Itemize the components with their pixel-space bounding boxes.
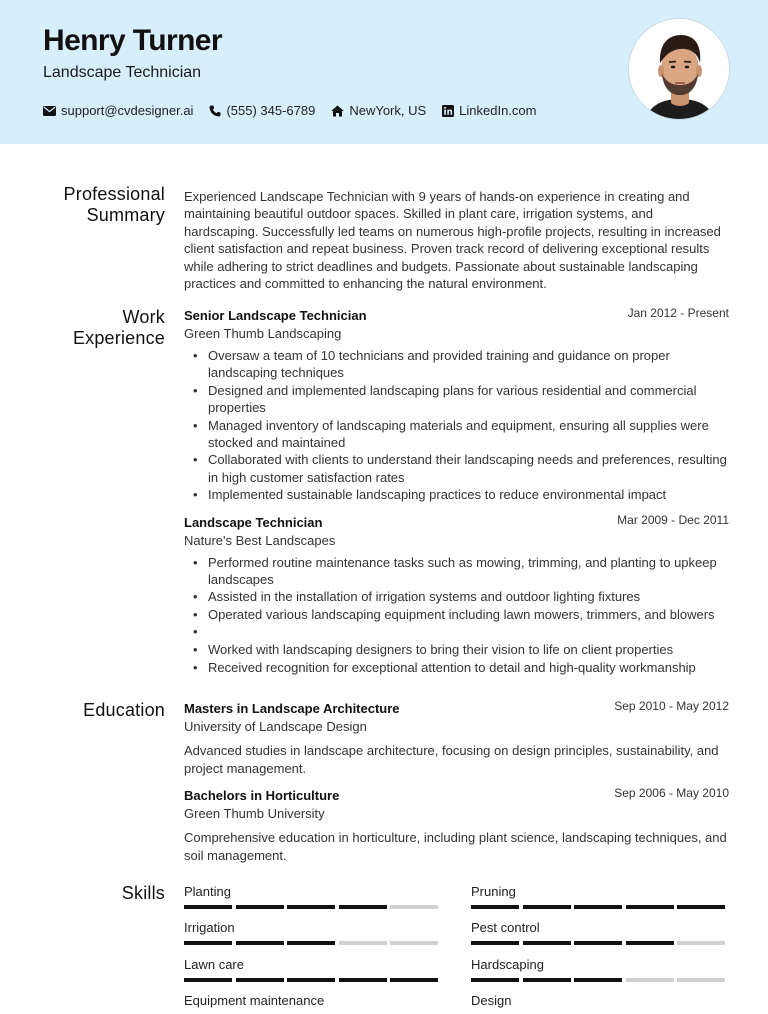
job-bullets bbox=[184, 554, 729, 676]
skill-level-segment bbox=[184, 905, 232, 909]
contact-location bbox=[331, 103, 426, 118]
job-bullet: • Operated various landscaping equipment including lawn mowers, trimmers, and blowers bbox=[208, 606, 729, 623]
section-title-summary bbox=[0, 184, 165, 226]
skill-level-segment bbox=[523, 978, 571, 982]
contact-email[interactable] bbox=[43, 103, 193, 118]
job-bullet: • Worked with landscaping designers to bring their vision to life on client properties bbox=[208, 641, 729, 658]
skill-level-segment bbox=[339, 978, 387, 982]
experience-title-line2: Experience bbox=[72, 328, 165, 348]
experience-title-line1: Work bbox=[122, 307, 165, 327]
skill-level-segment bbox=[677, 905, 725, 909]
school-name: Green Thumb University bbox=[184, 806, 325, 821]
education-date: Sep 2010 - May 2012 bbox=[614, 699, 729, 713]
skill-name: Equipment maintenance bbox=[184, 993, 325, 1008]
job-entry bbox=[184, 307, 729, 504]
skill-level-segment bbox=[236, 941, 284, 945]
summary-text: Experienced Landscape Technician with 9 years of hands-on experience in creating and maintaining beautiful outdoor spaces. Skilled in plant care, irrigation systems, and hardscaping. Successfully led teams on numerous high-profile projects, resulting in increased client satisfaction and repeat business. Proven track record of delivering exceptional results while adhering to strict deadlines and budgets. Passionate about sustainable landscaping practices and committed to enhancing the natural environment. bbox=[184, 189, 721, 292]
skill-level-segment bbox=[626, 978, 674, 982]
skill-item bbox=[184, 993, 442, 1014]
skill-level-bar bbox=[471, 978, 729, 982]
skill-level-bar bbox=[184, 978, 442, 982]
summary-title-line1: Professional bbox=[63, 184, 165, 204]
skill-level-bar bbox=[471, 941, 729, 945]
bullet-spacer bbox=[208, 623, 729, 641]
skill-level-segment bbox=[574, 905, 622, 909]
education-date: Sep 2006 - May 2010 bbox=[614, 786, 729, 800]
section-title-experience bbox=[0, 307, 165, 349]
skill-level-segment bbox=[390, 941, 438, 945]
skill-level-bar bbox=[184, 905, 442, 909]
skill-level-segment bbox=[287, 941, 335, 945]
skill-item bbox=[184, 884, 442, 909]
education-entry bbox=[184, 787, 729, 865]
skill-item bbox=[184, 957, 442, 982]
skill-level-segment bbox=[677, 941, 725, 945]
job-bullet: • Performed routine maintenance tasks such as mowing, trimming, and planting to upkeep landscapes bbox=[208, 554, 729, 589]
skill-name: Planting bbox=[184, 884, 231, 899]
skill-name: Pruning bbox=[471, 884, 516, 899]
skill-level-segment bbox=[626, 941, 674, 945]
contact-phone[interactable] bbox=[209, 103, 315, 118]
job-bullet: • Received recognition for exceptional attention to detail and high-quality workmanship bbox=[208, 659, 729, 676]
location-text: NewYork, US bbox=[349, 103, 427, 118]
skill-name: Design bbox=[471, 993, 512, 1008]
skill-level-segment bbox=[574, 941, 622, 945]
education-desc: Advanced studies in landscape architecture, focusing on design principles, sustainability, and project management. bbox=[184, 743, 719, 776]
linkedin-icon bbox=[442, 105, 454, 117]
job-title: Landscape Technician bbox=[184, 514, 323, 530]
job-bullet: • Collaborated with clients to understand their landscaping needs and preferences, resulting in high customer satisfaction rates bbox=[208, 451, 729, 486]
skill-level-segment bbox=[471, 905, 519, 909]
skill-level-segment bbox=[523, 905, 571, 909]
home-icon bbox=[331, 105, 344, 117]
skill-level-segment bbox=[287, 905, 335, 909]
skill-level-segment bbox=[574, 978, 622, 982]
skill-level-segment bbox=[236, 905, 284, 909]
skill-item bbox=[471, 884, 729, 909]
skill-item bbox=[471, 920, 729, 945]
skill-item bbox=[184, 920, 442, 945]
resume-header bbox=[0, 0, 768, 144]
school-name: University of Landscape Design bbox=[184, 719, 367, 734]
job-bullet: • Managed inventory of landscaping materials and equipment, ensuring all supplies were stocked and maintained bbox=[208, 417, 729, 452]
skill-level-segment bbox=[523, 941, 571, 945]
candidate-role: Landscape Technician bbox=[43, 64, 202, 81]
skill-level-segment bbox=[184, 978, 232, 982]
job-entry bbox=[184, 514, 729, 676]
skill-name: Pest control bbox=[471, 920, 540, 935]
summary-title-line2: Summary bbox=[86, 205, 165, 225]
email-text: support@cvdesigner.ai bbox=[61, 103, 194, 118]
job-bullets bbox=[184, 347, 729, 504]
section-title-skills: Skills bbox=[121, 883, 165, 903]
job-date: Jan 2012 - Present bbox=[627, 306, 729, 320]
profile-photo bbox=[628, 18, 730, 120]
skill-level-segment bbox=[184, 941, 232, 945]
skill-level-bar bbox=[184, 941, 442, 945]
job-bullet: • Implemented sustainable landscaping practices to reduce environmental impact bbox=[208, 486, 729, 503]
skill-level-segment bbox=[626, 905, 674, 909]
candidate-name: Henry Turner bbox=[43, 24, 222, 57]
job-date: Mar 2009 - Dec 2011 bbox=[617, 512, 729, 527]
skill-level-segment bbox=[339, 941, 387, 945]
education-entry bbox=[184, 700, 729, 778]
job-bullet: • Assisted in the installation of irrigation systems and outdoor lighting fixtures bbox=[208, 588, 729, 605]
education-desc: Comprehensive education in horticulture, including plant science, landscaping techniques, and soil management. bbox=[184, 830, 727, 863]
linkedin-text: LinkedIn.com bbox=[459, 103, 537, 118]
phone-icon bbox=[209, 105, 221, 117]
degree-title: Bachelors in Horticulture bbox=[184, 788, 340, 803]
job-company: Nature's Best Landscapes bbox=[184, 532, 336, 548]
skill-item bbox=[471, 993, 729, 1014]
skill-level-segment bbox=[339, 905, 387, 909]
envelope-icon bbox=[43, 106, 56, 116]
skill-level-segment bbox=[236, 978, 284, 982]
skill-level-segment bbox=[390, 978, 438, 982]
skill-level-segment bbox=[287, 978, 335, 982]
skill-name: Lawn care bbox=[184, 957, 244, 972]
job-bullet: • Oversaw a team of 10 technicians and provided training and guidance on proper landscaping techniques bbox=[208, 347, 729, 382]
skill-level-bar bbox=[471, 905, 729, 909]
skill-name: Hardscaping bbox=[471, 957, 544, 972]
contact-linkedin[interactable] bbox=[442, 103, 536, 118]
job-title: Senior Landscape Technician bbox=[184, 308, 367, 323]
skill-level-segment bbox=[677, 978, 725, 982]
skill-item bbox=[471, 957, 729, 982]
experience-list bbox=[184, 307, 729, 676]
contact-bar bbox=[43, 103, 553, 118]
skill-level-segment bbox=[390, 905, 438, 909]
skill-name: Irrigation bbox=[184, 920, 235, 935]
phone-text: (555) 345-6789 bbox=[226, 103, 316, 118]
skill-level-segment bbox=[471, 941, 519, 945]
skill-level-segment bbox=[471, 978, 519, 982]
job-company: Green Thumb Landscaping bbox=[184, 326, 342, 341]
section-title-education: Education bbox=[83, 700, 165, 720]
job-bullet: • Designed and implemented landscaping plans for various residential and commercial properties bbox=[208, 382, 729, 417]
degree-title: Masters in Landscape Architecture bbox=[184, 701, 400, 716]
education-list bbox=[184, 700, 729, 865]
